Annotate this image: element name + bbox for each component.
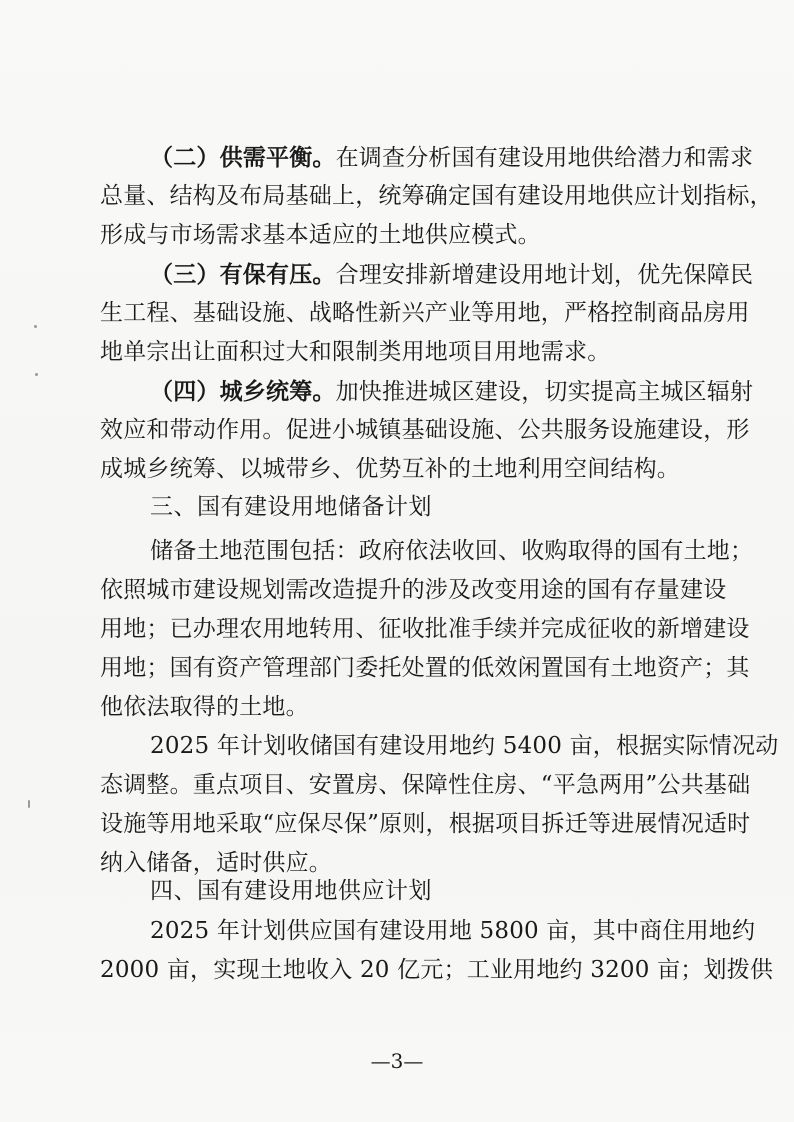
paragraph-supply-demand-line-1: （二）供需平衡。在调查分析国有建设用地供给潜力和需求 bbox=[150, 144, 754, 171]
paragraph-scope-line-1: 储备土地范围包括：政府依法收回、收购取得的国有土地； bbox=[150, 538, 754, 564]
page-number: —3— bbox=[370, 1049, 424, 1073]
paragraph-reserve-2025-line-4: 纳入储备，适时供应。 bbox=[100, 850, 332, 876]
paragraph-lead-priority: （三）有保有压。 bbox=[150, 261, 336, 288]
paragraph-priority-line-3: 地单宗出让面积过大和限制类用地项目用地需求。 bbox=[100, 339, 611, 365]
paragraph-scope-line-3: 用地；已办理农用地转用、征收批准手续并完成征收的新增建设 bbox=[100, 616, 750, 642]
section-heading-reserve-plan: 三、国有建设用地储备计划 bbox=[150, 494, 432, 520]
paragraph-priority-line-2: 生工程、基础设施、战略性新兴产业等用地，严格控制商品房用 bbox=[100, 300, 750, 326]
paragraph-supply-demand-line-2: 总量、结构及布局基础上，统筹确定国有建设用地供应计划指标， bbox=[100, 183, 773, 209]
scan-speck bbox=[35, 373, 38, 376]
section-heading-supply-plan: 四、国有建设用地供应计划 bbox=[150, 878, 432, 904]
paragraph-supply-2025-line-2: 2000 亩，实现土地收入 20 亿元；工业用地约 3200 亩；划拨供 bbox=[100, 957, 774, 983]
paragraph-lead-urban-rural: （四）城乡统筹。 bbox=[150, 378, 336, 405]
paragraph-reserve-2025-line-1: 2025 年计划收储国有建设用地约 5400 亩，根据实际情况动 bbox=[150, 733, 779, 759]
scan-speck bbox=[34, 325, 37, 328]
paragraph-scope-line-5: 他依法取得的土地。 bbox=[100, 694, 309, 720]
paragraph-urban-rural-line-3: 成城乡统筹、以城带乡、优势互补的土地利用空间结构。 bbox=[100, 456, 680, 482]
paragraph-lead-supply-demand: （二）供需平衡。 bbox=[150, 144, 336, 171]
paragraph-supply-demand-line-3: 形成与市场需求基本适应的土地供应模式。 bbox=[100, 222, 541, 248]
paragraph-urban-rural-line-2: 效应和带动作用。促进小城镇基础设施、公共服务设施建设，形 bbox=[100, 417, 750, 443]
paragraph-urban-rural-line-1: （四）城乡统筹。加快推进城区建设，切实提高主城区辐射 bbox=[150, 378, 754, 405]
paragraph-reserve-2025-line-3: 设施等用地采取“应保尽保”原则，根据项目拆迁等进展情况适时 bbox=[100, 811, 751, 837]
paragraph-priority-line-1: （三）有保有压。合理安排新增建设用地计划，优先保障民 bbox=[150, 261, 754, 288]
paragraph-reserve-2025-line-2: 态调整。重点项目、安置房、保障性住房、“平急两用”公共基础 bbox=[100, 772, 751, 798]
paragraph-supply-2025-line-1: 2025 年计划供应国有建设用地 5800 亩，其中商住用地约 bbox=[150, 918, 756, 944]
paragraph-scope-line-2: 依照城市建设规划需改造提升的涉及改变用途的国有存量建设 bbox=[100, 577, 727, 603]
paragraph-scope-line-4: 用地；国有资产管理部门委托处置的低效闲置国有土地资产；其 bbox=[100, 655, 750, 681]
scan-speck bbox=[28, 800, 30, 808]
